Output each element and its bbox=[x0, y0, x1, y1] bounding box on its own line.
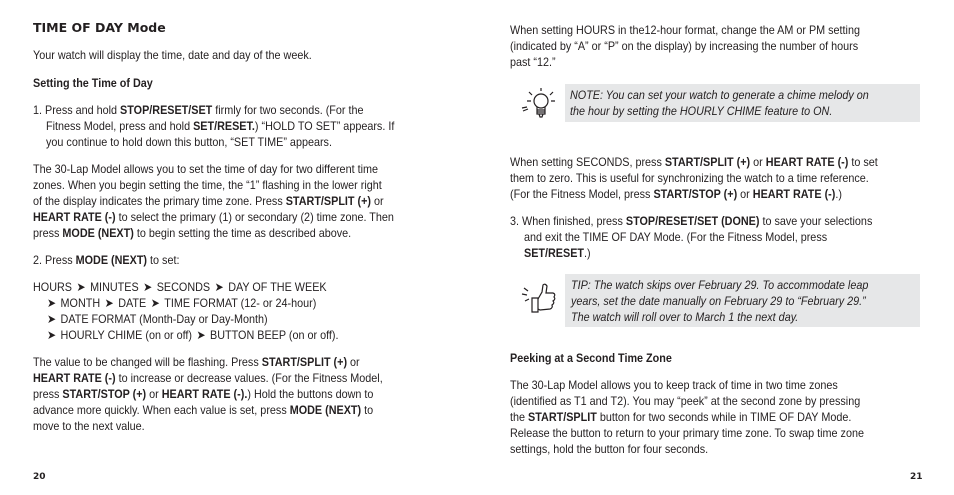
peek-line4: Release the button to return to your primary time zone. To swap time zone bbox=[510, 426, 864, 440]
step3-line1: 3. When finished, press STOP/RESET/SET (DONE) to save your selections bbox=[510, 214, 873, 228]
lap-line5: press MODE (NEXT) to begin setting the time as described above. bbox=[33, 226, 352, 240]
step1-line1: 1. Press and hold STOP/RESET/SET firmly for two seconds. (For the bbox=[33, 103, 364, 117]
step1-line2: Fitness Model, press and hold SET/RESET.) “HOLD TO SET” appears. If bbox=[46, 119, 395, 133]
arrow-right-icon: ➤ bbox=[104, 296, 114, 310]
step2-line: 2. Press MODE (NEXT) to set: bbox=[33, 253, 180, 267]
peek-line3: the START/SPLIT button for two seconds while in TIME OF DAY Mode. bbox=[510, 410, 852, 424]
tip-line1: TIP: The watch skips over February 29. To accommodate leap bbox=[571, 278, 869, 292]
page-number: 21 bbox=[910, 472, 923, 482]
note-line1: NOTE: You can set your watch to generate a chime melody on bbox=[570, 88, 869, 102]
flash-line4: advance more quickly. When each value is set, press MODE (NEXT) to bbox=[33, 403, 374, 417]
seq-item: DATE FORMAT (Month-Day or Day-Month) bbox=[60, 312, 268, 326]
step3-line3: SET/RESET.) bbox=[524, 246, 591, 260]
flash-line1: The value to be changed will be flashing. Press START/SPLIT (+) or bbox=[33, 355, 360, 369]
tip-line3: The watch will roll over to March 1 the next day. bbox=[571, 310, 799, 324]
flash-line2: HEART RATE (-) to increase or decrease values. (For the Fitness Model, bbox=[33, 371, 383, 385]
arrow-right-icon: ➤ bbox=[76, 280, 86, 294]
lap-line1: The 30-Lap Model allows you to set the time of day for two different time bbox=[33, 162, 378, 176]
section-heading: TIME OF DAY Mode bbox=[33, 20, 166, 35]
lap-line2: zones. When you begin setting the time, the “1” flashing in the lower right bbox=[33, 178, 382, 192]
thumbs-up-icon bbox=[518, 278, 560, 320]
arrow-right-icon: ➤ bbox=[196, 328, 206, 342]
arrow-right-icon: ➤ bbox=[143, 280, 153, 294]
sequence-line4 bbox=[47, 327, 339, 343]
seq-item: SECONDS bbox=[156, 280, 211, 294]
step1-line3: you continue to hold down this button, “SET TIME” appears. bbox=[46, 135, 332, 149]
flash-line3: press START/STOP (+) or HEART RATE (-).) Hold the buttons down to bbox=[33, 387, 374, 401]
peek-line1: The 30-Lap Model allows you to keep track of time in two time zones bbox=[510, 378, 838, 392]
seq-item: TIME FORMAT (12- or 24-hour) bbox=[164, 296, 317, 310]
subheading-peeking: Peeking at a Second Time Zone bbox=[510, 351, 672, 365]
peek-line5: settings, hold the button for four seconds. bbox=[510, 442, 709, 456]
seq-item: DATE bbox=[118, 296, 147, 310]
sequence-line1 bbox=[33, 279, 327, 295]
hours-line3: past “12.” bbox=[510, 55, 556, 69]
arrow-right-icon: ➤ bbox=[47, 296, 57, 310]
subheading-setting-time: Setting the Time of Day bbox=[33, 76, 153, 90]
seq-item: HOURLY CHIME (on or off) bbox=[60, 328, 192, 342]
seq-item: BUTTON BEEP (on or off). bbox=[210, 328, 339, 342]
sequence-line2 bbox=[47, 295, 316, 311]
arrow-right-icon: ➤ bbox=[214, 280, 224, 294]
seq-item: MINUTES bbox=[90, 280, 139, 294]
lightbulb-icon bbox=[519, 86, 559, 126]
arrow-right-icon: ➤ bbox=[150, 296, 160, 310]
page-number: 20 bbox=[33, 472, 46, 482]
arrow-right-icon: ➤ bbox=[47, 312, 57, 326]
flash-line5: move to the next value. bbox=[33, 419, 145, 433]
sequence-line3 bbox=[47, 311, 268, 327]
intro-text: Your watch will display the time, date and day of the week. bbox=[33, 48, 312, 62]
step3-line2: and exit the TIME OF DAY Mode. (For the Fitness Model, press bbox=[524, 230, 828, 244]
seq-item: HOURS bbox=[33, 280, 73, 294]
note-line2: the hour by setting the HOURLY CHIME feature to ON. bbox=[570, 104, 833, 118]
hours-line2: (indicated by “A” or “P” on the display) by increasing the number of hours bbox=[510, 39, 859, 53]
tip-line2: years, set the date manually on February 29 to “February 29.” bbox=[571, 294, 866, 308]
lap-line3: of the display indicates the primary time zone. Press START/SPLIT (+) or bbox=[33, 194, 384, 208]
seconds-line2: them to zero. This is useful for synchronizing the watch to a time reference. bbox=[510, 171, 869, 185]
seconds-line1: When setting SECONDS, press START/SPLIT (+) or HEART RATE (-) to set bbox=[510, 155, 878, 169]
arrow-right-icon: ➤ bbox=[47, 328, 57, 342]
peek-line2: (identified as T1 and T2). You may “peek” at the second zone by pressing bbox=[510, 394, 861, 408]
seconds-line3: (For the Fitness Model, press START/STOP (+) or HEART RATE (-).) bbox=[510, 187, 842, 201]
hours-line1: When setting HOURS in the12-hour format, change the AM or PM setting bbox=[510, 23, 860, 37]
seq-item: DAY OF THE WEEK bbox=[228, 280, 327, 294]
lap-line4: HEART RATE (-) to select the primary (1) or secondary (2) time zone. Then bbox=[33, 210, 394, 224]
seq-item: MONTH bbox=[60, 296, 101, 310]
